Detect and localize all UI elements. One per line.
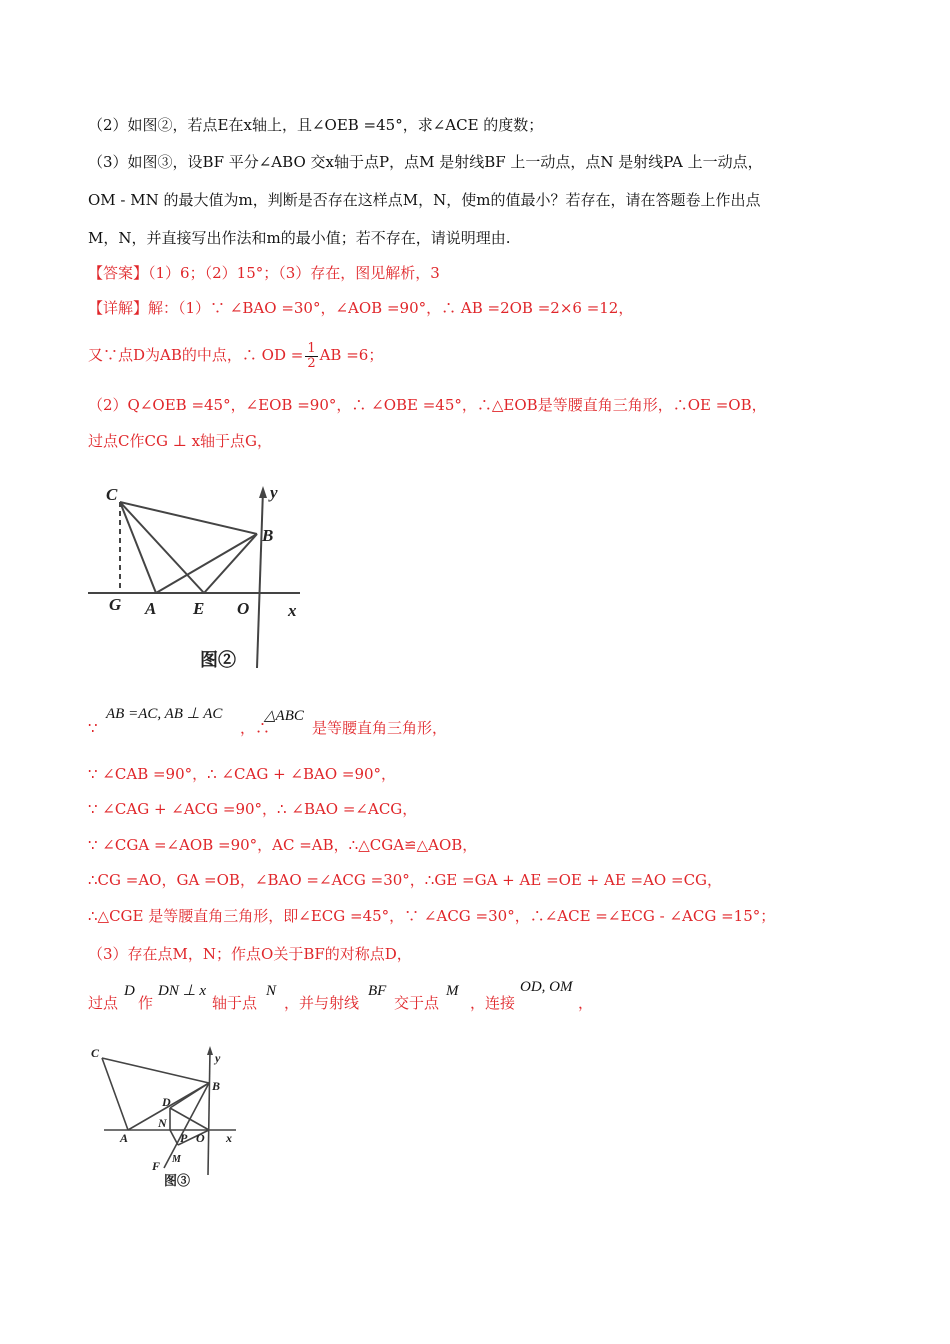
fraction-denominator: 2 (307, 355, 316, 371)
step-line-7: （3）存在点M，N；作点O关于BF的对称点D， (88, 945, 412, 963)
detail-tag: 【详解】 (88, 299, 149, 317)
label-y: y (270, 483, 278, 502)
step-8-point-m: M (446, 983, 459, 999)
label-d: D (162, 1095, 171, 1109)
label-e: E (193, 599, 205, 618)
question-2: （2）如图②，若点E在x轴上，且∠OEB =45°，求∠ACE 的度数； (88, 116, 544, 134)
y-axis-arrow (259, 486, 267, 498)
step-1-because: ∵ (88, 719, 98, 737)
label-b: B (262, 526, 274, 545)
label-x: x (226, 1131, 232, 1145)
step-1-therefore: ，∴ (240, 719, 271, 737)
segment-ce (120, 502, 204, 593)
figure-3-caption: 图③ (164, 1173, 191, 1188)
detail-line-4: 过点C作CG ⊥ x轴于点G， (88, 432, 273, 450)
label-f: F (152, 1159, 161, 1173)
step-8-ray-bf: BF (368, 983, 387, 999)
label-o: O (196, 1131, 205, 1145)
detail-line-2 (88, 340, 383, 371)
label-p: P (180, 1131, 188, 1145)
step-8-text-g: ，并与射线 (284, 994, 360, 1012)
step-1-conclusion: 是等腰直角三角形， (312, 719, 448, 737)
segment-ca (120, 502, 156, 593)
step-line-2: ∵ ∠CAB =90°，∴ ∠CAG + ∠BAO =90°， (88, 765, 397, 783)
label-m: M (172, 1154, 181, 1165)
segment-eb (204, 534, 257, 593)
step-8-text-e: 轴于点 (212, 994, 258, 1012)
step-8-segments: OD, OM (520, 979, 573, 995)
label-g: G (109, 595, 122, 614)
step-line-4: ∵ ∠CGA =∠AOB =90°，AC =AB，∴△CGA≌△AOB， (88, 836, 478, 854)
y-axis (257, 490, 263, 668)
step-line-5: ∴CG =AO，GA =OB，∠BAO =∠ACG =30°，∴GE =GA + AE =OE + AE =AO =CG， (88, 871, 723, 889)
y-axis-arrow (207, 1046, 213, 1055)
label-a: A (145, 599, 157, 618)
step-8-text-m: ， (578, 994, 594, 1012)
step-line-3: ∵ ∠CAG + ∠ACG =90°，∴ ∠BAO =∠ACG， (88, 800, 418, 818)
step-8-text-c: 作 (138, 994, 154, 1012)
step-8-text-a: 过点 (88, 994, 119, 1012)
label-c: C (91, 1046, 100, 1060)
y-axis (208, 1050, 210, 1175)
step-1-condition: AB =AC, AB ⊥ AC (106, 706, 223, 722)
step-8-text-i: 交于点 (394, 994, 440, 1012)
label-n: N (158, 1116, 167, 1130)
segment-ab (156, 534, 257, 593)
step-8-perpendicular: DN ⊥ x (158, 983, 207, 999)
figure-2 (80, 478, 310, 678)
step-line-6: ∴△CGE 是等腰直角三角形，即∠ECG =45°，∵ ∠ACG =30°，∴∠ACE =∠ECG - ∠ACG =15°； (88, 907, 776, 925)
answer-tag: 【答案】 (88, 264, 149, 282)
question-3-line-2: OM - MN 的最大值为m，判断是否存在这样点M，N，使m的值最小？若存在，请在答题卷上作出点 (88, 191, 761, 209)
figure-2-caption: 图② (200, 650, 236, 670)
detail-text-2b: AB =6； (319, 346, 384, 364)
segment-cb (102, 1058, 209, 1083)
label-c: C (106, 485, 118, 504)
label-a: A (120, 1131, 129, 1145)
label-o: O (237, 599, 250, 618)
label-y: y (215, 1051, 221, 1065)
segment-nm (170, 1130, 178, 1145)
fraction-half (305, 342, 317, 371)
figure-3 (86, 1040, 246, 1190)
segment-cb (120, 502, 257, 534)
answer-text: （1）6；（2）15°；（3）存在，图见解析，3 (148, 264, 440, 282)
detail-text-2a: 又∵点D为AB的中点，∴ OD = (88, 346, 304, 364)
label-x: x (288, 601, 297, 620)
step-8-text-k: ，连接 (470, 994, 516, 1012)
step-1-triangle: △ABC (264, 708, 304, 724)
detail-text-1: 解：（1）∵ ∠BAO =30°，∠AOB =90°，∴ AB =2OB =2×6 =12， (148, 299, 634, 317)
segment-ca (102, 1058, 128, 1130)
question-3-line-3: M，N，并直接写出作法和m的最小值；若不存在，请说明理由. (88, 229, 511, 247)
segment-do (170, 1108, 209, 1130)
detail-line-1 (88, 297, 633, 319)
step-8-point-n: N (266, 983, 277, 999)
question-3-line-1: （3）如图③，设BF 平分∠ABO 交x轴于点P，点M 是射线BF 上一动点，点N 是射线PA 上一动点， (88, 153, 763, 171)
label-b: B (212, 1079, 221, 1093)
answer-line (88, 262, 440, 284)
detail-line-3: （2）Q∠OEB =45°，∠EOB =90°，∴ ∠OBE =45°，∴△EOB是等腰直角三角形，∴OE =OB， (88, 396, 767, 414)
fraction-numerator: 1 (307, 340, 316, 356)
step-8-point-d: D (124, 983, 135, 999)
